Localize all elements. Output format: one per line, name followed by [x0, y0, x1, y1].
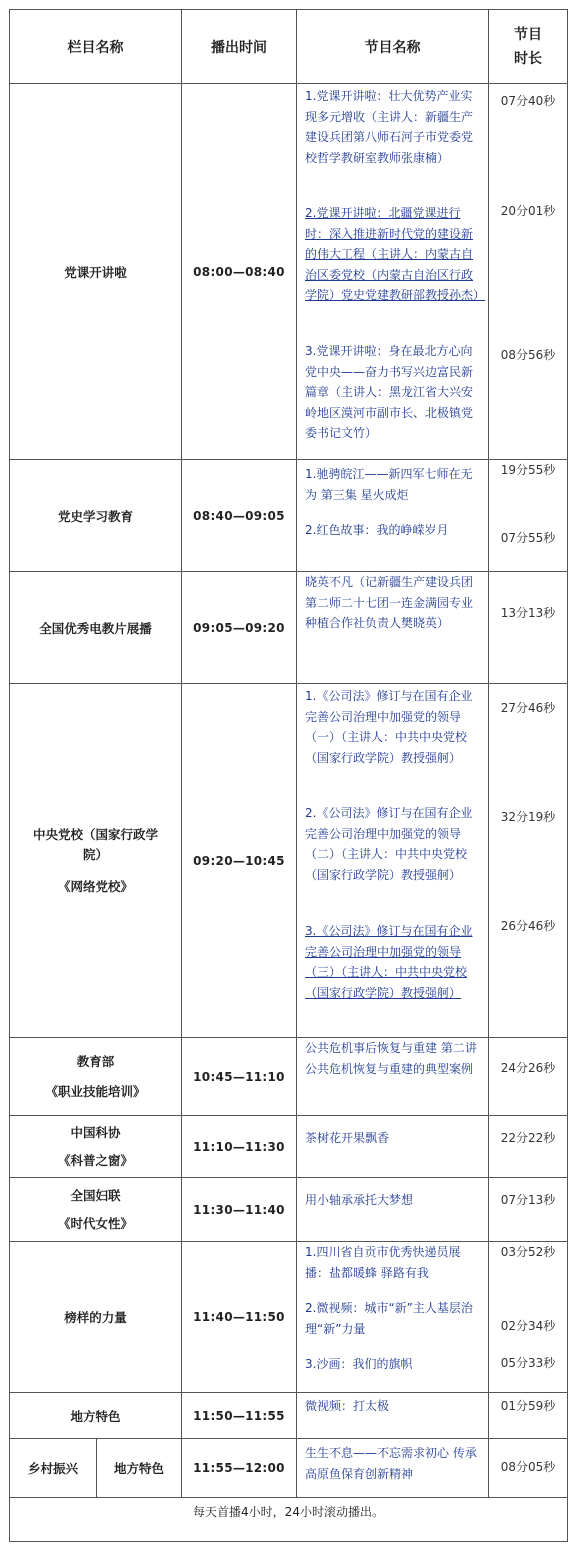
program-item[interactable]: 3.《公司法》修订与在国有企业完善公司治理中加强党的领导（三）（主讲人：中共中央党校（国家行政学院）教授强舸）: [305, 924, 473, 1000]
program-cell: [297, 1038, 489, 1116]
program-item[interactable]: 1.驰骋皖江——新四军七师在无为 第三集 星火成炬: [305, 467, 473, 502]
column-name-left: 乡村振兴: [10, 1439, 97, 1497]
air-time-cell: 10:45—11:10: [182, 1038, 297, 1116]
program-cell: [297, 1116, 489, 1178]
program-item[interactable]: 1.党课开讲啦：壮大优势产业实现多元增收（主讲人：新疆生产建设兵团第八师石河子市党委党校哲学教研室教师张康楠）: [305, 89, 474, 165]
column-name-cell: 地方特色: [10, 1393, 182, 1439]
column-name-right: 地方特色: [113, 1461, 164, 1476]
table-row: [10, 1393, 568, 1439]
duration-value: 05分33秒: [500, 1356, 556, 1370]
header-duration: 节目时长: [489, 10, 568, 84]
duration-value: 08分05秒: [500, 1460, 556, 1474]
air-time-cell: 11:40—11:50: [182, 1242, 297, 1393]
duration-value: 19分55秒: [500, 463, 556, 477]
duration-value: 07分13秒: [500, 1193, 556, 1207]
program-cell: [297, 1393, 489, 1439]
duration-value: 02分34秒: [500, 1319, 556, 1333]
duration-cell: [489, 1439, 568, 1498]
table-row: [10, 1178, 568, 1242]
air-time-cell: 08:40—09:05: [182, 460, 297, 572]
program-cell: [297, 684, 489, 1038]
program-item[interactable]: 3.党课开讲啦：身在最北方心向党中央——奋力书写兴边富民新篇章（主讲人：黑龙江省大兴安岭地区漠河市副市长、北极镇党委书记文竹）: [305, 344, 474, 440]
column-name-cell: 全国优秀电教片展播: [10, 572, 182, 684]
duration-cell: [489, 1242, 568, 1393]
column-name-cell: [10, 684, 182, 1038]
header-column-name: 栏目名称: [10, 10, 182, 84]
column-program-title: 《网络党校》: [57, 878, 133, 894]
duration-value: 08分56秒: [500, 348, 556, 362]
air-time-cell: 11:30—11:40: [182, 1178, 297, 1242]
program-item[interactable]: 2.《公司法》修订与在国有企业完善公司治理中加强党的领导（二）（主讲人：中共中央党校（国家行政学院）教授强舸）: [305, 806, 473, 882]
duration-value: 03分52秒: [500, 1245, 556, 1259]
duration-value: 32分19秒: [500, 810, 556, 824]
column-org-name: 教育部: [76, 1053, 115, 1069]
header-program-name: 节目名称: [297, 10, 489, 84]
program-cell: [297, 84, 489, 460]
air-time-cell: 11:50—11:55: [182, 1393, 297, 1439]
program-item[interactable]: 1.四川省自贡市优秀快递员展播：盐都暖蜂 驿路有我: [305, 1245, 461, 1280]
program-item[interactable]: 生生不息——不忘需求初心 传承高原鱼保育创新精神: [305, 1446, 477, 1481]
column-name-cell: [10, 1038, 182, 1116]
duration-value: 07分55秒: [500, 531, 556, 545]
column-program-title: 《时代女性》: [57, 1215, 133, 1231]
duration-value: 13分13秒: [500, 606, 556, 620]
duration-cell: [489, 684, 568, 1038]
program-item[interactable]: 1.《公司法》修订与在国有企业完善公司治理中加强党的领导（一）（主讲人：中共中央党校（国家行政学院）教授强舸）: [305, 689, 473, 765]
header-row: [10, 10, 568, 84]
program-item[interactable]: 3.沙画：我们的旗帜: [305, 1357, 413, 1371]
duration-cell: [489, 1178, 568, 1242]
footer-note: 每天首播4小时，24小时滚动播出。: [10, 1498, 568, 1542]
program-item[interactable]: 用小轴承承托大梦想: [305, 1193, 414, 1207]
duration-value: 07分40秒: [500, 94, 556, 108]
program-cell: [297, 572, 489, 684]
table-row: [10, 684, 568, 1038]
footer-row: [10, 1498, 568, 1542]
duration-cell: [489, 84, 568, 460]
program-item[interactable]: 晓英不凡（记新疆生产建设兵团第二师二十七团一连金满园专业种植合作社负责人樊晓英）: [305, 575, 474, 630]
column-name-cell: 榜样的力量: [10, 1242, 182, 1393]
air-time-cell: 11:55—12:00: [182, 1439, 297, 1498]
duration-cell: [489, 1116, 568, 1178]
table-row: [10, 572, 568, 684]
column-name-cell: 党史学习教育: [10, 460, 182, 572]
duration-cell: [489, 460, 568, 572]
table-row: [10, 1038, 568, 1116]
duration-value: 01分59秒: [500, 1399, 556, 1413]
table-row: [10, 1116, 568, 1178]
table-row: [10, 1242, 568, 1393]
air-time-cell: 11:10—11:30: [182, 1116, 297, 1178]
program-item[interactable]: 2.党课开讲啦：北疆党课进行时：深入推进新时代党的建设新的伟大工程（主讲人：内蒙古自治区委党校（内蒙古自治区行政学院）党史党建教研部教授孙杰）: [305, 206, 486, 302]
air-time-cell: 08:00—08:40: [182, 84, 297, 460]
duration-value: 20分01秒: [500, 204, 556, 218]
program-item[interactable]: 2.红色故事：我的峥嵘岁月: [305, 523, 449, 537]
table-row: [10, 460, 568, 572]
air-time-cell: 09:05—09:20: [182, 572, 297, 684]
column-program-title: 《职业技能培训》: [45, 1083, 146, 1099]
column-program-title: 《科普之窗》: [57, 1152, 133, 1168]
program-item[interactable]: 微视频：打太极: [305, 1399, 390, 1413]
column-org-name: 中国科协: [70, 1124, 121, 1140]
program-cell: [297, 460, 489, 572]
program-item[interactable]: 公共危机事后恢复与重建 第二讲 公共危机恢复与重建的典型案例: [305, 1041, 477, 1076]
program-item[interactable]: 2.微视频：城市“新”主人基层治理“新”力量: [305, 1301, 473, 1336]
program-cell: [297, 1439, 489, 1498]
column-name-cell: [10, 1116, 182, 1178]
program-cell: [297, 1178, 489, 1242]
header-air-time: 播出时间: [182, 10, 297, 84]
column-name-cell: [10, 1439, 182, 1498]
table-row: [10, 1439, 568, 1498]
duration-value: 27分46秒: [500, 701, 556, 715]
schedule-table: [9, 9, 568, 1542]
column-name-cell: [10, 1178, 182, 1242]
air-time-cell: 09:20—10:45: [182, 684, 297, 1038]
program-cell: [297, 1242, 489, 1393]
column-name-cell: 党课开讲啦: [10, 84, 182, 460]
program-item[interactable]: 茶树花开果飘香: [305, 1131, 390, 1145]
column-org-name: 中央党校（国家行政学院）: [32, 826, 158, 862]
duration-value: 26分46秒: [500, 919, 556, 933]
table-row: [10, 84, 568, 460]
duration-cell: [489, 572, 568, 684]
duration-cell: [489, 1038, 568, 1116]
duration-cell: [489, 1393, 568, 1439]
duration-value: 24分26秒: [500, 1061, 556, 1075]
duration-value: 22分22秒: [500, 1131, 556, 1145]
column-org-name: 全国妇联: [70, 1187, 121, 1203]
